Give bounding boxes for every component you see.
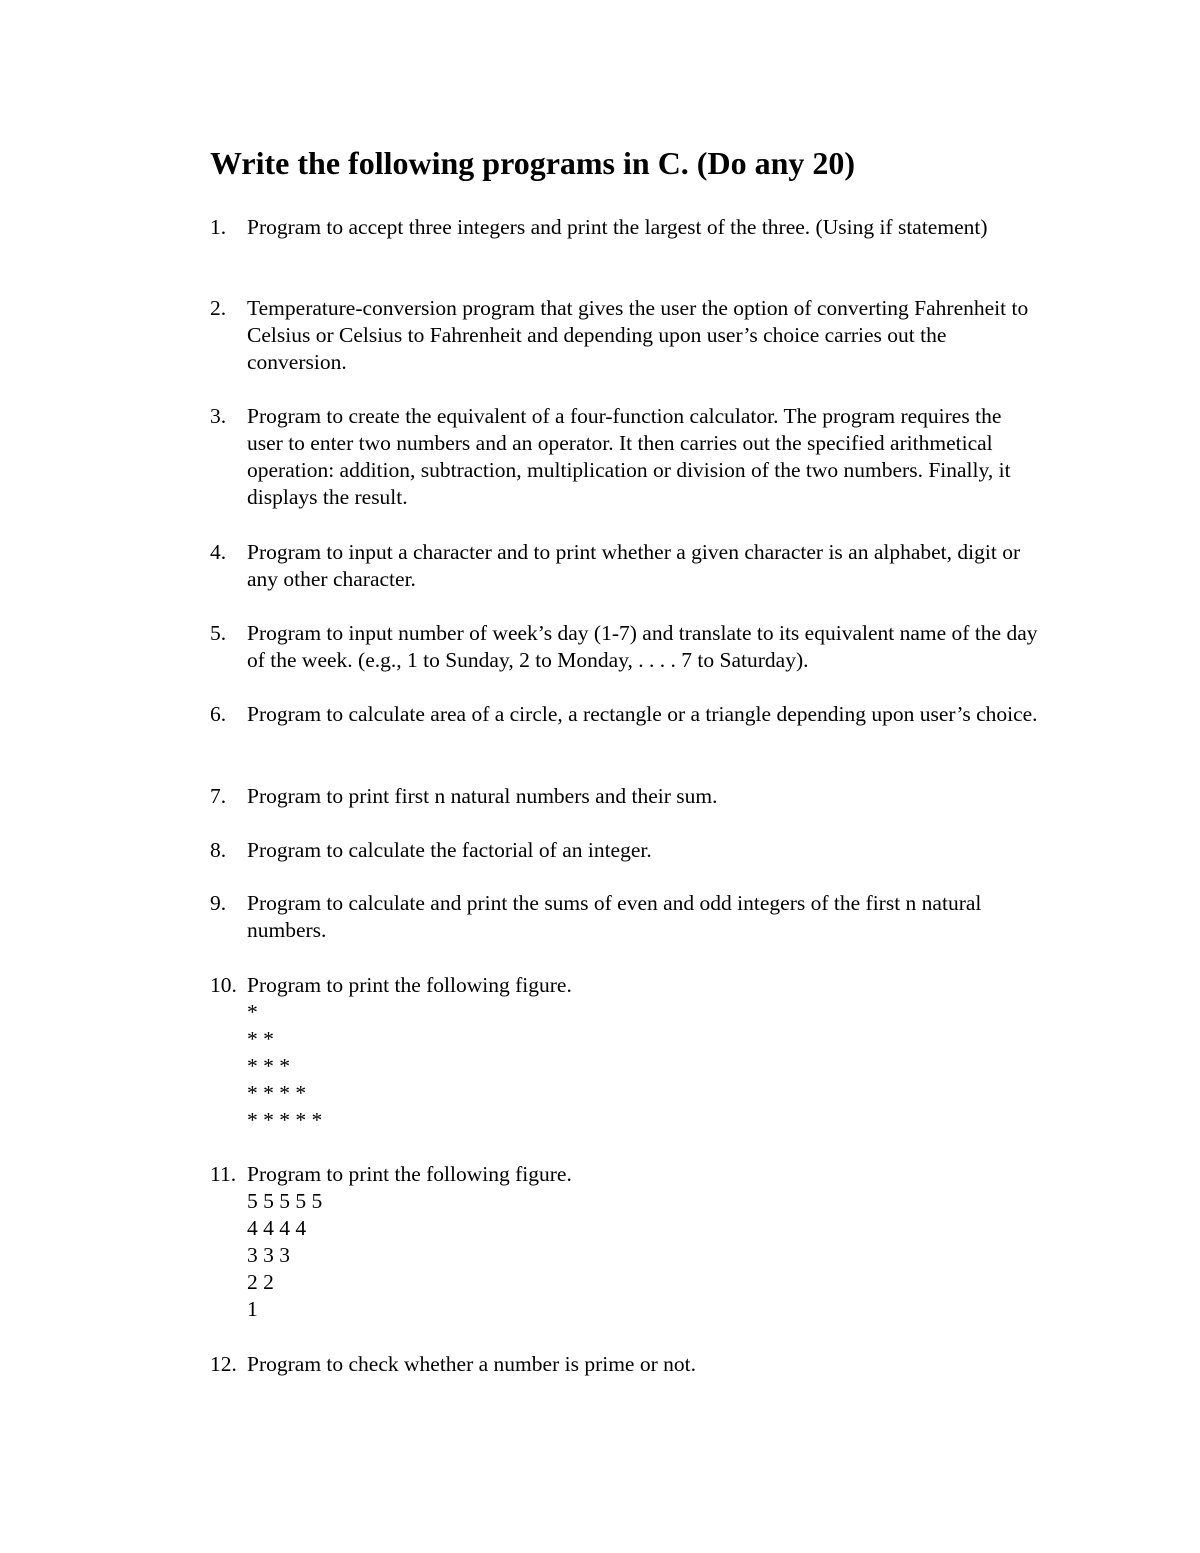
item-text: Program to print the following figure. (247, 973, 572, 997)
list-item-5 (210, 620, 1040, 674)
list-item-10 (210, 972, 1040, 1134)
item-text: Program to calculate and print the sums of even and odd integers of the first n natural numbers. (247, 891, 982, 942)
item-number: 10. (210, 973, 237, 997)
item-text: Program to calculate area of a circle, a rectangle or a triangle depending upon user’s choice. (247, 702, 1038, 726)
item-number: 7. (210, 784, 227, 808)
figure-line: 4 4 4 4 (247, 1216, 307, 1240)
list-item-9 (210, 890, 1040, 944)
item-number: 6. (210, 702, 227, 726)
list-item-7 (210, 783, 1040, 810)
figure-line: * * * (247, 1054, 290, 1078)
item-number: 3. (210, 404, 227, 428)
item-text: Program to check whether a number is prime or not. (247, 1352, 696, 1376)
item-text: Program to print the following figure. (247, 1162, 572, 1186)
list-item-12 (210, 1351, 1040, 1378)
list-item-11 (210, 1161, 1040, 1323)
figure-line: 2 2 (247, 1270, 274, 1294)
figure-line: * * * * (247, 1081, 307, 1105)
item-text: Program to create the equivalent of a four-function calculator. The program requires the user to enter two numbers and an operator. It then carries out the specified arithmetical operation: addition, subtraction, multiplication or division of the two numbers. Finally, it displays the result. (247, 404, 1011, 509)
figure-line: 1 (247, 1297, 258, 1321)
item-number: 11. (210, 1162, 237, 1186)
item-number: 8. (210, 838, 227, 862)
item-text: Program to calculate the factorial of an integer. (247, 838, 652, 862)
figure-line: * * * * * (247, 1108, 323, 1132)
figure-line: 3 3 3 (247, 1243, 290, 1267)
page-title: Write the following programs in C. (Do any 20) (210, 145, 856, 181)
list-item-3 (210, 403, 1040, 511)
item-number: 9. (210, 891, 227, 915)
list-item-8 (210, 837, 1040, 864)
item-text: Program to input number of week’s day (1-7) and translate to its equivalent name of the day of the week. (e.g., 1 to Sunday, 2 to Monday, . . . . 7 to Saturday). (247, 621, 1038, 672)
item-text: Program to print first n natural numbers and their sum. (247, 784, 718, 808)
item-text: Program to input a character and to print whether a given character is an alphabet, digit or any other character. (247, 540, 1021, 591)
item-number: 4. (210, 540, 227, 564)
item-number: 2. (210, 296, 227, 320)
figure-line: * * (247, 1027, 274, 1051)
list-item-2 (210, 295, 1040, 376)
item-number: 1. (210, 215, 227, 239)
figure-line: 5 5 5 5 5 (247, 1189, 323, 1213)
item-text: Program to accept three integers and print the largest of the three. (Using if statement) (247, 215, 988, 239)
list-item-1 (210, 214, 1040, 241)
list-item-6 (210, 701, 1040, 728)
item-number: 5. (210, 621, 227, 645)
item-number: 12. (210, 1352, 237, 1376)
figure-line: * (247, 1000, 258, 1024)
list-item-4 (210, 539, 1040, 593)
item-text: Temperature-conversion program that gives the user the option of converting Fahrenheit to Celsius or Celsius to Fahrenheit and depending upon user’s choice carries out the conversion. (247, 296, 1029, 374)
